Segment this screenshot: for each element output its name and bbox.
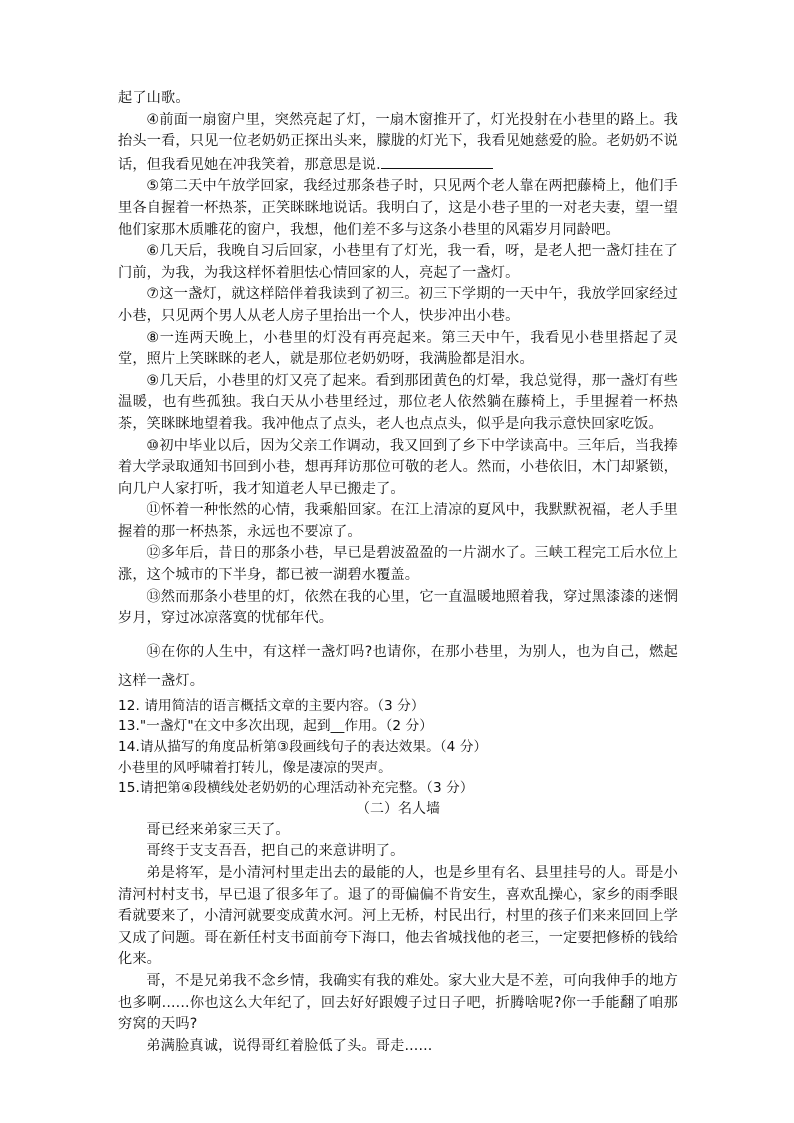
paragraph-14: ⑭在你的人生中，有这样一盏灯吗?也请你，在那小巷里，为别人，也为自己，燃起这样一盏灯。: [118, 643, 678, 689]
paragraph-8: ⑧一连两天晚上，小巷里的灯没有再亮起来。第三天中午，我看见小巷里搭起了灵堂，照片上笑眯眯的老人，就是那位老奶奶呀，我满脸都是泪水。: [118, 329, 678, 368]
question-14-sentence: 小巷里的风呼啸着打转儿，像是凄凉的哭声。: [118, 759, 392, 776]
paragraph-9: ⑨几天后，小巷里的灯又亮了起来。看到那团黄色的灯晕，我总觉得，那一盏灯有些温暖，也有些孤独。我白天从小巷里经过，那位老人依然躺在藤椅上，手里握着一杯热茶，笑眯眯地望着我。我冲他点了点头，老人也点点头，似乎是向我示意快回家吃饭。: [118, 372, 678, 432]
document-page: [118, 88, 678, 1057]
story-paragraph-4: 哥，不是兄弟我不念乡情，我确实有我的难处。家大业大是不差，可向我伸手的地方也多啊......你也这么大年纪了，回去好好跟嫂子过日子吧，折腾啥呢?你一手能翻了咱那穷窝的天吗?: [118, 972, 678, 1033]
story-paragraph-2: 哥终于支支吾吾，把自己的来意讲明了。: [146, 843, 405, 860]
story-paragraph-5: 弟满脸真诚，说得哥红着脸低了头。哥走......: [146, 1037, 433, 1054]
story-paragraph-3: 弟是将军，是小清河村里走出去的最能的人，也是乡里有名、县里挂号的人。哥是小清河村村支书，早已退了很多年了。退了的哥偏偏不肯安生，喜欢乱操心，家乡的雨季眼看就要来了，小清河就要变成黄水河。河上无桥，村民出行，村里的孩子们来来回回上学又成了问题。哥在新任村支书面前夸下海口，他去省城找他的老三，一定要把修桥的钱给化来。: [118, 865, 678, 968]
section-title: （二）名人墙: [356, 800, 440, 817]
story-paragraph-1: 哥已经来弟家三天了。: [146, 821, 290, 838]
paragraph-11: ⑪怀着一种怅然的心情，我乘船回家。在江上清凉的夏风中，我默默祝福，老人手里握着的那一杯热茶，永远也不要凉了。: [118, 502, 678, 540]
question-13: 13."一盏灯"在文中多次出现，起到__作用。（2 分）: [118, 718, 433, 735]
question-15: 15.请把第④段横线处老奶奶的心理活动补充完整。（3 分）: [118, 780, 474, 797]
paragraph-7: ⑦这一盏灯，就这样陪伴着我读到了初三。初三下学期的一天中午，我放学回家经过小巷，只见两个男人从老人房子里抬出一个人，快步冲出小巷。: [118, 286, 678, 324]
paragraph-4: [118, 110, 678, 177]
question-14: 14.请从描写的角度品析第③段画线句子的表达效果。（4 分）: [118, 739, 488, 756]
paragraph-5: ⑤第二天中午放学回家，我经过那条巷子时，只见两个老人靠在两把藤椅上，他们手里各自握着一杯热茶，正笑眯眯地说话。我明白了，这是小巷子里的一对老夫妻，望一望他们家那木质雕花的窗户，我想，他们差不多与这条小巷里的风霜岁月同龄吧。: [118, 178, 678, 238]
paragraph-13: ⑬然而那条小巷里的灯，依然在我的心里，它一直温暖地照着我，穿过黑漆漆的迷惘岁月，穿过冰凉落寞的忧郁年代。: [118, 588, 678, 627]
answer-blank[interactable]: [381, 153, 493, 169]
paragraph-10: ⑩初中毕业以后，因为父亲工作调动，我又回到了乡下中学读高中。三年后，当我捧着大学录取通知书回到小巷，想再拜访那位可敬的老人。然而，小巷依旧，木门却紧锁，向几户人家打听，我才知道老人早已搬走了。: [118, 437, 678, 497]
paragraph-6: ⑥几天后，我晚自习后回家，小巷里有了灯光，我一看，呀，是老人把一盏灯挂在了门前，为我，为我这样怀着胆怯心情回家的人，亮起了一盏灯。: [118, 243, 678, 281]
paragraph-continued: 起了山歌。: [118, 90, 190, 106]
paragraph-12: ⑫多年后，昔日的那条小巷，早已是碧波盈盈的一片湖水了。三峡工程完工后水位上涨，这个城市的下半身，都已被一湖碧水覆盖。: [118, 545, 678, 584]
question-12: 12. 请用简洁的语言概括文章的主要内容。（3 分）: [118, 697, 425, 714]
paragraph-4-text: ④前面一扇窗户里，突然亮起了灯，一扇木窗推开了，灯光投射在小巷里的路上。我抬头一看，只见一位老奶奶正探出头来，朦胧的灯光下，我看见她慈爱的脸。老奶奶不说话，但我看见她在冲我笑着，那意思是说.: [118, 111, 678, 173]
